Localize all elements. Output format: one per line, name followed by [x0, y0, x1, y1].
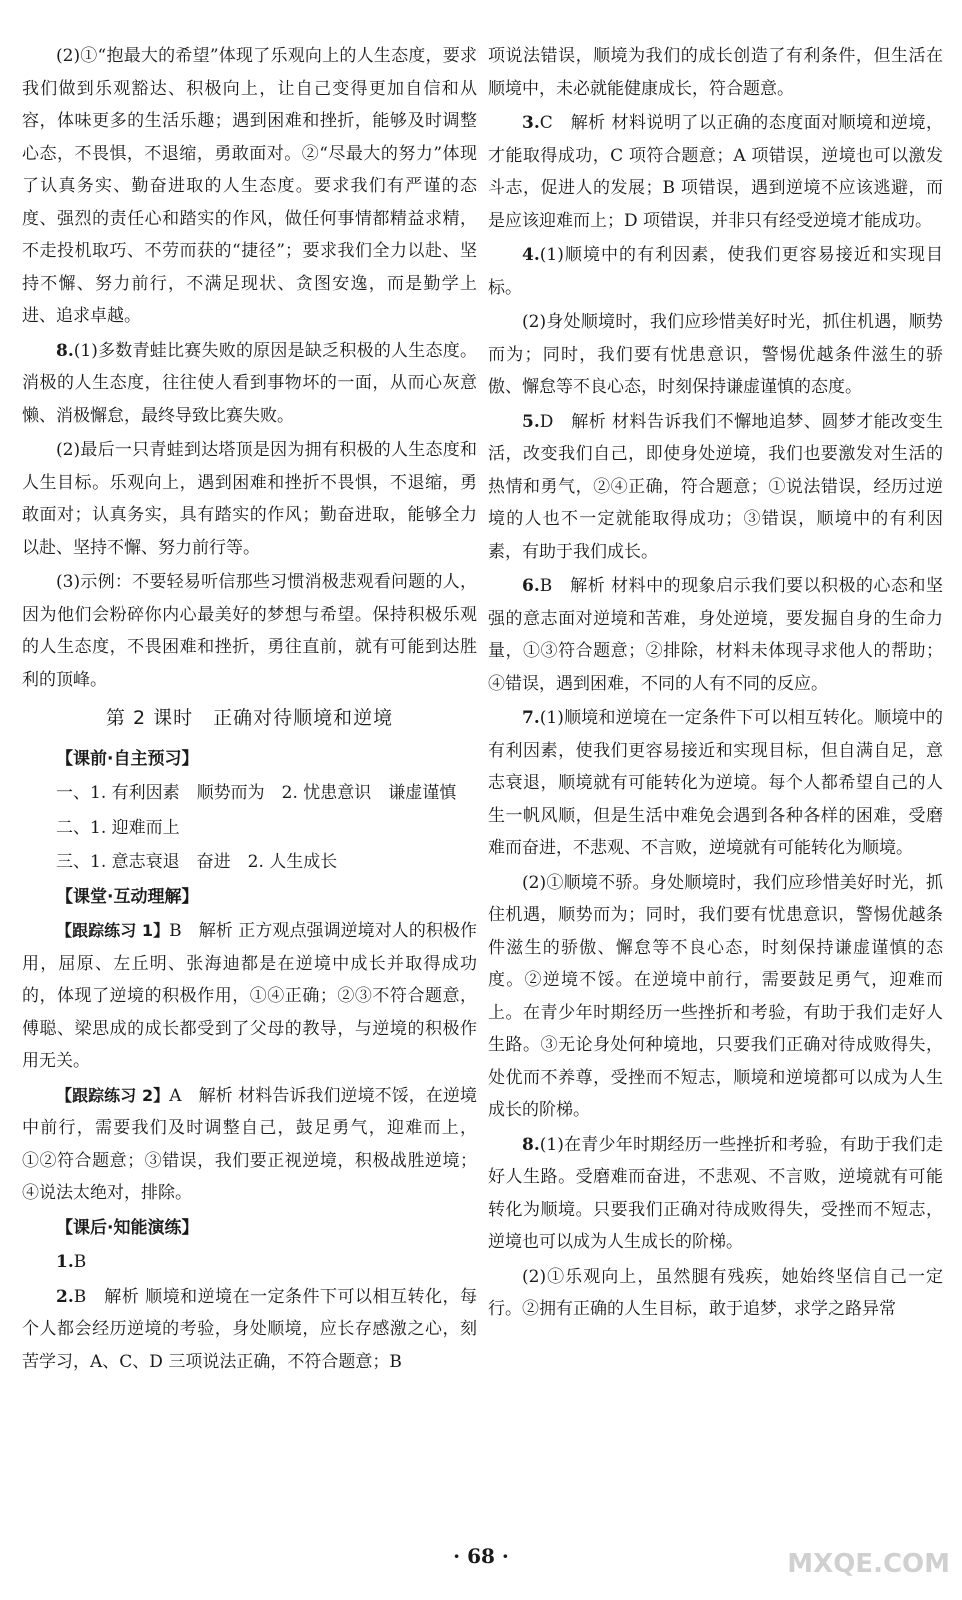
question-number: 7. — [522, 708, 540, 728]
answer-6 — [488, 570, 943, 700]
answer-8-part2: (2)①乐观向上，虽然腿有残疾，她始终坚信自己一定行。②拥有正确的人生目标，敢于追梦，求学之路异常 — [488, 1266, 943, 1319]
watermark: MXQE.COM — [787, 1549, 950, 1579]
answer-7-part2: (2)①顺境不骄。身处顺境时，我们应珍惜美好时光，抓住机遇，顺势而为；同时，我们要有忧患意识，警惕优越条件滋生的骄傲、懈怠等不良心态，时刻保持谦虚谨慎的态度。②逆境不馁。在逆境中前行，需要鼓足勇气，迎难而上。在青少年时期经历一些挫折和考验，有助于我们走好人生路。③无论身处何种境地，只要我们正确对待成败得失，处优而不养尊，受挫而不短志，顺境和逆境都可以成为人生成长的阶梯。 — [488, 872, 943, 1120]
answer-2-continued: 项说法错误，顺境为我们的成长创造了有利条件，但生活在顺境中，未必就能健康成长，符合题意。 — [488, 46, 943, 99]
question-number: 5. — [522, 411, 540, 432]
exercise-text: B 解析 正方观点强调逆境对人的积极作用，屈原、左丘明、张海迪都是在逆境中成长并取得成功的，体现了逆境的积极作用，①④正确；②③不符合题意，傅聪、梁思成的成长都受到了父母的教导，与逆境的积极作用无关。 — [22, 921, 477, 1071]
question-number: 3. — [522, 113, 540, 133]
answer-4-part2: (2)身处顺境时，我们应珍惜美好时光，抓住机遇，顺势而为；同时，我们要有忧患意识，警惕优越条件滋生的骄傲、懈怠等不良心态，时刻保持谦虚谨慎的态度。 — [488, 312, 943, 397]
tracking-exercise-2 — [22, 1080, 477, 1210]
answer-text: (1)顺境和逆境在一定条件下可以相互转化。顺境中的有利因素，使我们更容易接近和实现目标，但自满自足，意志衰退，顺境就有可能转化为逆境。每个人都希望自己的人生一帆风顺，但是生活中难免会遇到各种各样的困难，受磨难而奋进，不悲观、不言败，逆境就有可能转化为顺境。 — [488, 708, 943, 858]
answer-8-part1 — [22, 335, 477, 433]
preview-line: 一、1. 有利因素 顺势而为 2. 忧患意识 谦虚谨慎 — [56, 783, 457, 803]
page-number: · 68 · — [453, 1544, 509, 1568]
exercise-text: A 解析 材料告诉我们逆境不馁，在逆境中前行，需要我们及时调整自己，鼓足勇气，迎难而上，①②符合题意；③错误，我们要正视逆境，积极战胜逆境；④说法太绝对，排除。 — [22, 1085, 477, 1203]
answer-5 — [488, 406, 943, 569]
answer-2 — [22, 1281, 477, 1379]
answer-text: B 解析 顺境和逆境在一定条件下可以相互转化，每个人都会经历逆境的考验，身处顺境，应长存感激之心，刻苦学习，A、C、D 三项说法正确，不符合题意；B — [22, 1286, 477, 1372]
question-number: 1. — [56, 1252, 74, 1272]
exercise-tag: 【跟踪练习 2】 — [56, 1085, 170, 1105]
section-heading-after-class: 【课后·知能演练】 — [56, 1217, 199, 1238]
answer-3 — [488, 107, 943, 237]
question-number: 6. — [522, 576, 540, 596]
answer-1 — [22, 1246, 477, 1279]
tracking-exercise-1 — [22, 915, 477, 1078]
exercise-tag: 【跟踪练习 1】 — [56, 921, 170, 940]
answer-8-part1 — [488, 1129, 943, 1259]
preview-line: 二、1. 迎难而上 — [56, 817, 180, 838]
paragraph: (2)①“抱最大的希望”体现了乐观向上的人生态度，要求我们做到乐观豁达、积极向上，让自己变得更加自信和从容，体味更多的生活乐趣；遇到困难和挫折，能够及时调整心态，不畏惧，不退缩，勇敢面对。②“尽最大的努力”体现了认真务实、勤奋进取的人生态度。要求我们有严谨的态度、强烈的责任心和踏实的作风，做任何事情都精益求精，不走投机取巧、不劳而获的“捷径”；要求我们全力以赴、坚持不懈、努力前行，不满足现状、贪图安逸，而是勤学上进、追求卓越。 — [22, 46, 477, 326]
answer-text: (1)在青少年时期经历一些挫折和考验，有助于我们走好人生路。受磨难而奋进，不悲观、不言败，逆境就有可能转化为顺境。只要我们正确对待成败得失，受挫而不短志，逆境也可以成为人生成长的阶梯。 — [488, 1134, 943, 1252]
question-number: 2. — [56, 1286, 74, 1307]
question-number: 4. — [522, 245, 540, 265]
answer-7-part1 — [488, 702, 943, 865]
answer-text: B 解析 材料中的现象启示我们要以积极的心态和坚强的意志面对逆境和苦难，身处逆境，要发掘自身的生命力量，①③符合题意；②排除，材料未体现寻求他人的帮助；④错误，遇到困难，不同的人有不同的反应。 — [488, 576, 943, 694]
lesson-title: 第 2 课时 正确对待顺境和逆境 — [105, 707, 394, 729]
answer-text: C 解析 材料说明了以正确的态度面对顺境和逆境，才能取得成功，C 项符合题意；A 项错误，逆境也可以激发斗志，促进人的发展；B 项错误，遇到逆境不应该逃避，而是应该迎难而上；D 项错误，并非只有经受逆境才能成功。 — [488, 113, 943, 231]
section-heading-classroom: 【课堂·互动理解】 — [56, 886, 199, 907]
answer-text: D 解析 材料告诉我们不懈地追梦、圆梦才能改变生活，改变我们自己，即使身处逆境，我们也要激发对生活的热情和勇气，②④正确，符合题意；①说法错误，经历过逆境的人也不一定就能取得成功；③错误，顺境中的有利因素，有助于我们成长。 — [488, 411, 943, 562]
left-column — [22, 40, 477, 1380]
answer-8-part2: (2)最后一只青蛙到达塔顶是因为拥有积极的人生态度和人生目标。乐观向上，遇到困难和挫折不畏惧，不退缩，勇敢面对；认真务实，具有踏实的作风；勤奋进取，能够全力以赴、坚持不懈、努力前行等。 — [22, 440, 477, 558]
answer-text: (1)多数青蛙比赛失败的原因是缺乏积极的人生态度。消极的人生态度，往往使人看到事物坏的一面，从而心灰意懒、消极懈怠，最终导致比赛失败。 — [22, 340, 477, 426]
answer-text: B — [73, 1252, 87, 1272]
answer-4-part1 — [488, 239, 943, 304]
question-number: 8. — [522, 1134, 540, 1155]
right-column — [488, 40, 943, 1328]
answer-8-part3: (3)示例：不要轻易听信那些习惯消极悲观看问题的人，因为他们会粉碎你内心最美好的梦想与希望。保持积极乐观的人生态度，不畏困难和挫折，勇往直前，就有可能到达胜利的顶峰。 — [22, 572, 477, 690]
question-number: 8. — [56, 340, 74, 361]
section-heading-preview: 【课前·自主预习】 — [56, 748, 199, 769]
preview-line: 三、1. 意志衰退 奋进 2. 人生成长 — [56, 852, 338, 872]
answer-text: (1)顺境中的有利因素，使我们更容易接近和实现目标。 — [488, 245, 943, 298]
